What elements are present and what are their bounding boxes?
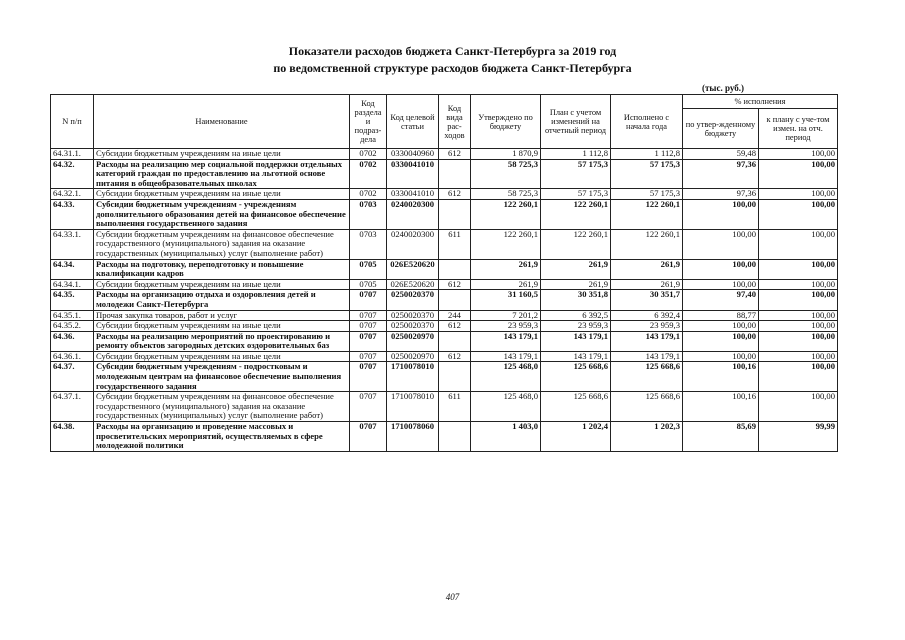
cell-executed: 1 112,8 xyxy=(611,149,683,160)
col-header-pct-budget: по утвер-жденному бюджету xyxy=(683,109,759,149)
cell-name: Расходы на подготовку, переподготовку и повышение квалификации кадров xyxy=(94,259,350,279)
cell-razdel: 0702 xyxy=(350,149,387,160)
cell-num: 64.38. xyxy=(51,422,94,452)
cell-approved: 1 870,9 xyxy=(471,149,541,160)
cell-razdel: 0707 xyxy=(350,422,387,452)
cell-vid xyxy=(439,259,471,279)
cell-executed: 23 959,3 xyxy=(611,321,683,332)
cell-pct-plan: 100,00 xyxy=(759,362,838,392)
cell-plan: 57 175,3 xyxy=(541,189,611,200)
cell-vid: 612 xyxy=(439,189,471,200)
cell-vid xyxy=(439,422,471,452)
cell-razdel: 0707 xyxy=(350,290,387,310)
cell-num: 64.35.2. xyxy=(51,321,94,332)
cell-razdel: 0707 xyxy=(350,351,387,362)
cell-vid: 612 xyxy=(439,351,471,362)
cell-razdel: 0707 xyxy=(350,310,387,321)
cell-executed: 122 260,1 xyxy=(611,229,683,259)
cell-approved: 58 725,3 xyxy=(471,189,541,200)
col-header-pct-plan: к плану с уче-том измен. на отч. период xyxy=(759,109,838,149)
cell-approved: 7 201,2 xyxy=(471,310,541,321)
cell-plan: 122 260,1 xyxy=(541,229,611,259)
table-row xyxy=(51,159,838,189)
cell-pct-budget: 97,36 xyxy=(683,189,759,200)
cell-plan: 6 392,5 xyxy=(541,310,611,321)
cell-executed: 261,9 xyxy=(611,279,683,290)
table-row xyxy=(51,290,838,310)
col-header-razdel: Код раздела и подраз-дела xyxy=(350,95,387,149)
cell-num: 64.36.1. xyxy=(51,351,94,362)
cell-razdel: 0705 xyxy=(350,259,387,279)
cell-name: Субсидии бюджетным учреждениям на иные цели xyxy=(94,279,350,290)
cell-name: Расходы на реализацию мероприятий по проектированию и ремонту объектов загородных детских оздоровительных баз xyxy=(94,331,350,351)
cell-name: Расходы на организацию и проведение массовых и просветительских мероприятий, осуществляемых в сфере молодежной политики xyxy=(94,422,350,452)
cell-name: Субсидии бюджетным учреждениям на иные цели xyxy=(94,351,350,362)
cell-approved: 1 403,0 xyxy=(471,422,541,452)
cell-executed: 125 668,6 xyxy=(611,392,683,422)
cell-pct-budget: 100,00 xyxy=(683,259,759,279)
document-title: Показатели расходов бюджета Санкт-Петербурга за 2019 год xyxy=(288,44,617,58)
cell-executed: 143 179,1 xyxy=(611,351,683,362)
cell-approved: 143 179,1 xyxy=(471,351,541,362)
cell-target: 1710078060 xyxy=(387,422,439,452)
cell-name: Расходы на организацию отдыха и оздоровления детей и молодежи Санкт-Петербурга xyxy=(94,290,350,310)
cell-pct-plan: 99,99 xyxy=(759,422,838,452)
cell-pct-budget: 100,00 xyxy=(683,331,759,351)
cell-pct-plan: 100,00 xyxy=(759,331,838,351)
cell-approved: 125 468,0 xyxy=(471,392,541,422)
cell-pct-plan: 100,00 xyxy=(759,159,838,189)
cell-name: Субсидии бюджетным учреждениям на иные цели xyxy=(94,149,350,160)
table-row xyxy=(51,189,838,200)
cell-plan: 143 179,1 xyxy=(541,351,611,362)
cell-executed: 30 351,7 xyxy=(611,290,683,310)
cell-executed: 6 392,4 xyxy=(611,310,683,321)
cell-pct-budget: 100,16 xyxy=(683,392,759,422)
cell-name: Субсидии бюджетным учреждениям на иные цели xyxy=(94,189,350,200)
cell-approved: 122 260,1 xyxy=(471,199,541,229)
col-header-pct-group: % исполнения xyxy=(683,95,838,109)
cell-razdel: 0703 xyxy=(350,229,387,259)
cell-target: 0250020370 xyxy=(387,310,439,321)
cell-executed: 57 175,3 xyxy=(611,189,683,200)
cell-pct-plan: 100,00 xyxy=(759,290,838,310)
cell-approved: 31 160,5 xyxy=(471,290,541,310)
cell-vid xyxy=(439,159,471,189)
cell-plan: 23 959,3 xyxy=(541,321,611,332)
cell-razdel: 0702 xyxy=(350,159,387,189)
cell-executed: 143 179,1 xyxy=(611,331,683,351)
cell-pct-plan: 100,00 xyxy=(759,279,838,290)
cell-plan: 1 112,8 xyxy=(541,149,611,160)
cell-vid xyxy=(439,362,471,392)
cell-target: 026Е520620 xyxy=(387,259,439,279)
cell-pct-plan: 100,00 xyxy=(759,189,838,200)
cell-name: Субсидии бюджетным учреждениям на финансовое обеспечение государственного (муниципального) задания на оказание государственных (муниципальных) услуг (выполнение работ) xyxy=(94,229,350,259)
col-header-plan: План с учетом изменений на отчетный период xyxy=(541,95,611,149)
cell-razdel: 0703 xyxy=(350,199,387,229)
cell-pct-plan: 100,00 xyxy=(759,229,838,259)
cell-pct-budget: 59,48 xyxy=(683,149,759,160)
table-row xyxy=(51,331,838,351)
cell-num: 64.32.1. xyxy=(51,189,94,200)
cell-num: 64.31.1. xyxy=(51,149,94,160)
cell-pct-budget: 97,36 xyxy=(683,159,759,189)
table-row xyxy=(51,422,838,452)
cell-plan: 125 668,6 xyxy=(541,392,611,422)
units-label: (тыс. руб.) xyxy=(702,83,744,93)
cell-plan: 30 351,8 xyxy=(541,290,611,310)
cell-vid: 612 xyxy=(439,149,471,160)
cell-approved: 143 179,1 xyxy=(471,331,541,351)
cell-target: 0240020300 xyxy=(387,199,439,229)
cell-target: 1710078010 xyxy=(387,362,439,392)
cell-vid: 611 xyxy=(439,392,471,422)
cell-razdel: 0702 xyxy=(350,189,387,200)
cell-pct-budget: 100,00 xyxy=(683,351,759,362)
cell-approved: 261,9 xyxy=(471,259,541,279)
cell-pct-plan: 100,00 xyxy=(759,199,838,229)
table-row xyxy=(51,259,838,279)
cell-vid: 244 xyxy=(439,310,471,321)
cell-num: 64.34. xyxy=(51,259,94,279)
cell-pct-plan: 100,00 xyxy=(759,351,838,362)
cell-target: 0250020970 xyxy=(387,351,439,362)
cell-target: 0330041010 xyxy=(387,189,439,200)
cell-approved: 58 725,3 xyxy=(471,159,541,189)
table-body xyxy=(51,149,838,452)
cell-pct-plan: 100,00 xyxy=(759,310,838,321)
cell-pct-plan: 100,00 xyxy=(759,392,838,422)
table-row xyxy=(51,229,838,259)
budget-table xyxy=(50,94,838,452)
table-row xyxy=(51,199,838,229)
cell-target: 1710078010 xyxy=(387,392,439,422)
cell-plan: 261,9 xyxy=(541,259,611,279)
table-row xyxy=(51,310,838,321)
cell-razdel: 0707 xyxy=(350,362,387,392)
cell-vid: 612 xyxy=(439,279,471,290)
cell-target: 0250020370 xyxy=(387,290,439,310)
cell-plan: 261,9 xyxy=(541,279,611,290)
col-header-approved: Утверждено по бюджету xyxy=(471,95,541,149)
cell-num: 64.35. xyxy=(51,290,94,310)
cell-razdel: 0705 xyxy=(350,279,387,290)
cell-num: 64.37. xyxy=(51,362,94,392)
cell-name: Субсидии бюджетным учреждениям - учреждениям дополнительного образования детей на финансовое обеспечение выполнения государственного задания xyxy=(94,199,350,229)
table-row xyxy=(51,351,838,362)
cell-target: 0240020300 xyxy=(387,229,439,259)
cell-vid xyxy=(439,199,471,229)
cell-num: 64.36. xyxy=(51,331,94,351)
cell-target: 0330040960 xyxy=(387,149,439,160)
cell-name: Расходы на реализацию мер социальной поддержки отдельных категорий граждан по предоставлению на льготной основе питания в общеобразовательных школах xyxy=(94,159,350,189)
cell-pct-plan: 100,00 xyxy=(759,259,838,279)
cell-pct-plan: 100,00 xyxy=(759,149,838,160)
cell-pct-budget: 100,16 xyxy=(683,362,759,392)
cell-name: Субсидии бюджетным учреждениям на финансовое обеспечение государственного (муниципального) задания на оказание государственных (муниципальных) услуг (выполнение работ) xyxy=(94,392,350,422)
cell-executed: 122 260,1 xyxy=(611,199,683,229)
cell-name: Субсидии бюджетным учреждениям на иные цели xyxy=(94,321,350,332)
col-header-num: N п/п xyxy=(51,95,94,149)
cell-razdel: 0707 xyxy=(350,392,387,422)
cell-plan: 143 179,1 xyxy=(541,331,611,351)
cell-executed: 57 175,3 xyxy=(611,159,683,189)
cell-pct-budget: 85,69 xyxy=(683,422,759,452)
table-row xyxy=(51,362,838,392)
cell-target: 026Е520620 xyxy=(387,279,439,290)
cell-pct-budget: 100,00 xyxy=(683,321,759,332)
cell-num: 64.33.1. xyxy=(51,229,94,259)
cell-executed: 125 668,6 xyxy=(611,362,683,392)
cell-approved: 125 468,0 xyxy=(471,362,541,392)
cell-razdel: 0707 xyxy=(350,321,387,332)
cell-num: 64.32. xyxy=(51,159,94,189)
cell-vid: 612 xyxy=(439,321,471,332)
cell-approved: 23 959,3 xyxy=(471,321,541,332)
cell-num: 64.37.1. xyxy=(51,392,94,422)
cell-razdel: 0707 xyxy=(350,331,387,351)
cell-executed: 261,9 xyxy=(611,259,683,279)
document-subtitle: по ведомственной структуре расходов бюджета Санкт-Петербурга xyxy=(273,61,632,75)
col-header-vid: Код вида рас-ходов xyxy=(439,95,471,149)
cell-pct-budget: 100,00 xyxy=(683,279,759,290)
cell-pct-budget: 97,40 xyxy=(683,290,759,310)
cell-vid xyxy=(439,290,471,310)
cell-num: 64.33. xyxy=(51,199,94,229)
col-header-name: Наименование xyxy=(94,95,350,149)
cell-executed: 1 202,3 xyxy=(611,422,683,452)
cell-plan: 125 668,6 xyxy=(541,362,611,392)
table-row xyxy=(51,392,838,422)
cell-plan: 1 202,4 xyxy=(541,422,611,452)
cell-approved: 261,9 xyxy=(471,279,541,290)
cell-name: Прочая закупка товаров, работ и услуг xyxy=(94,310,350,321)
cell-plan: 122 260,1 xyxy=(541,199,611,229)
cell-vid xyxy=(439,331,471,351)
cell-num: 64.34.1. xyxy=(51,279,94,290)
cell-num: 64.35.1. xyxy=(51,310,94,321)
cell-target: 0250020370 xyxy=(387,321,439,332)
cell-plan: 57 175,3 xyxy=(541,159,611,189)
cell-pct-budget: 100,00 xyxy=(683,229,759,259)
table-row xyxy=(51,321,838,332)
col-header-target: Код целевой статьи xyxy=(387,95,439,149)
col-header-executed: Исполнено с начала года xyxy=(611,95,683,149)
cell-name: Субсидии бюджетным учреждениям - подростковым и молодежным центрам на финансовое обеспечение выполнения государственного задания xyxy=(94,362,350,392)
cell-target: 0330041010 xyxy=(387,159,439,189)
cell-target: 0250020970 xyxy=(387,331,439,351)
table-row xyxy=(51,149,838,160)
cell-pct-budget: 100,00 xyxy=(683,199,759,229)
cell-approved: 122 260,1 xyxy=(471,229,541,259)
page-number: 407 xyxy=(445,592,460,602)
cell-vid: 611 xyxy=(439,229,471,259)
table-row xyxy=(51,279,838,290)
cell-pct-budget: 88,77 xyxy=(683,310,759,321)
cell-pct-plan: 100,00 xyxy=(759,321,838,332)
